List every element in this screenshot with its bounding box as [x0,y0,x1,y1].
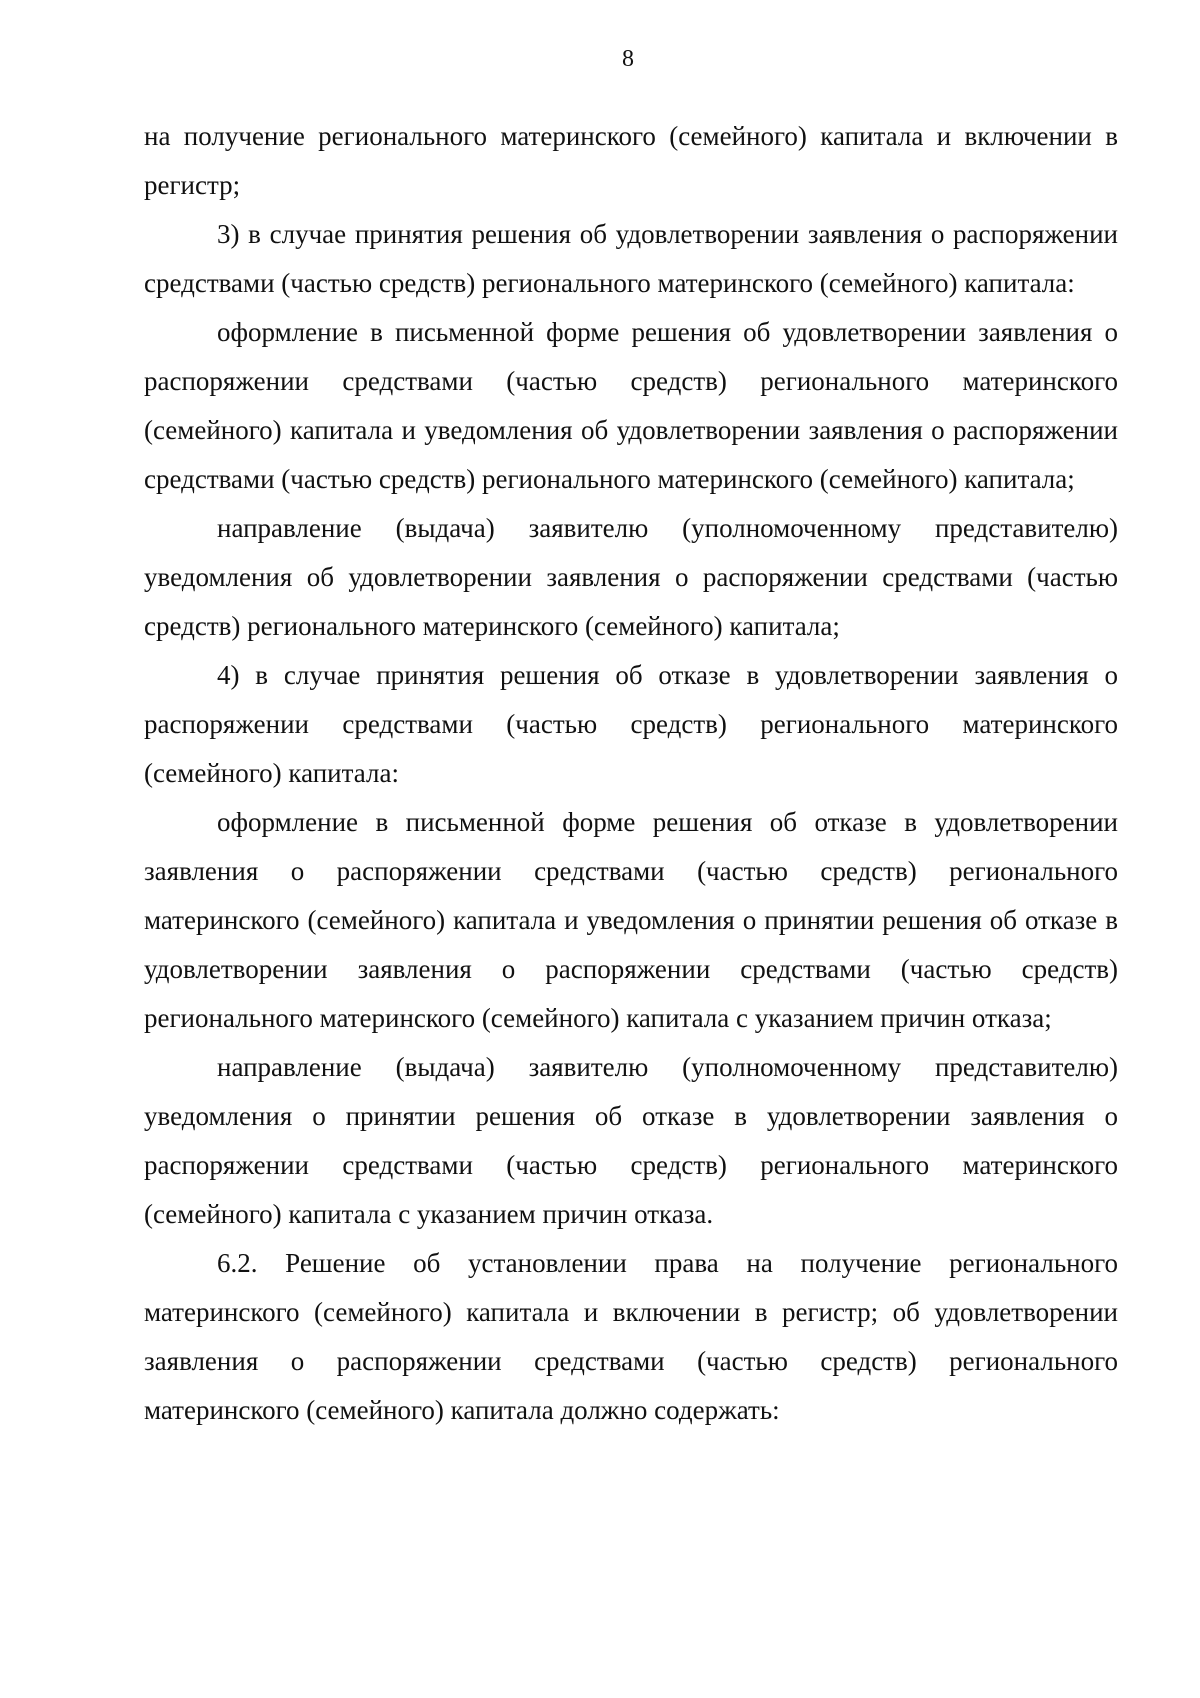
paragraph-approval-notice-delivery: направление (выдача) заявителю (уполномоченному представителю) уведомления об удовлетворении заявления о распоряжении средствами (частью средств) регионального материнского (семейного) капитала; [144,513,1118,641]
paragraph-item-4-refusal: 4) в случае принятия решения об отказе в удовлетворении заявления о распоряжении средствами (частью средств) регионального материнского (семейного) капитала: [144,660,1118,788]
paragraph-registration-continuation: на получение регионального материнского (семейного) капитала и включении в регистр; [144,121,1118,200]
paragraph-section-6-2: 6.2. Решение об установлении права на получение регионального материнского (семейного) капитала и включении в регистр; об удовлетворении заявления о распоряжении средствами (частью средств) регионального материнского (семейного) капитала должно содержать: [144,1248,1118,1425]
paragraph-item-3-approval: 3) в случае принятия решения об удовлетворении заявления о распоряжении средствами (частью средств) регионального материнского (семейного) капитала: [144,219,1118,298]
page-number: 8 [622,46,634,72]
paragraph-refusal-notice-delivery: направление (выдача) заявителю (уполномоченному представителю) уведомления о принятии решения об отказе в удовлетворении заявления о распоряжении средствами (частью средств) регионального материнского (семейного) капитала с указанием причин отказа. [144,1052,1118,1229]
document-body [144,112,1118,1435]
paragraph-approval-decision-drafting: оформление в письменной форме решения об удовлетворении заявления о распоряжении средствами (частью средств) регионального материнского (семейного) капитала и уведомления об удовлетворении заявления о распоряжении средствами (частью средств) регионального материнского (семейного) капитала; [144,317,1118,494]
paragraph-refusal-decision-drafting: оформление в письменной форме решения об отказе в удовлетворении заявления о распоряжении средствами (частью средств) регионального материнского (семейного) капитала и уведомления о принятии решения об отказе в удовлетворении заявления о распоряжении средствами (частью средств) регионального материнского (семейного) капитала с указанием причин отказа; [144,807,1118,1033]
